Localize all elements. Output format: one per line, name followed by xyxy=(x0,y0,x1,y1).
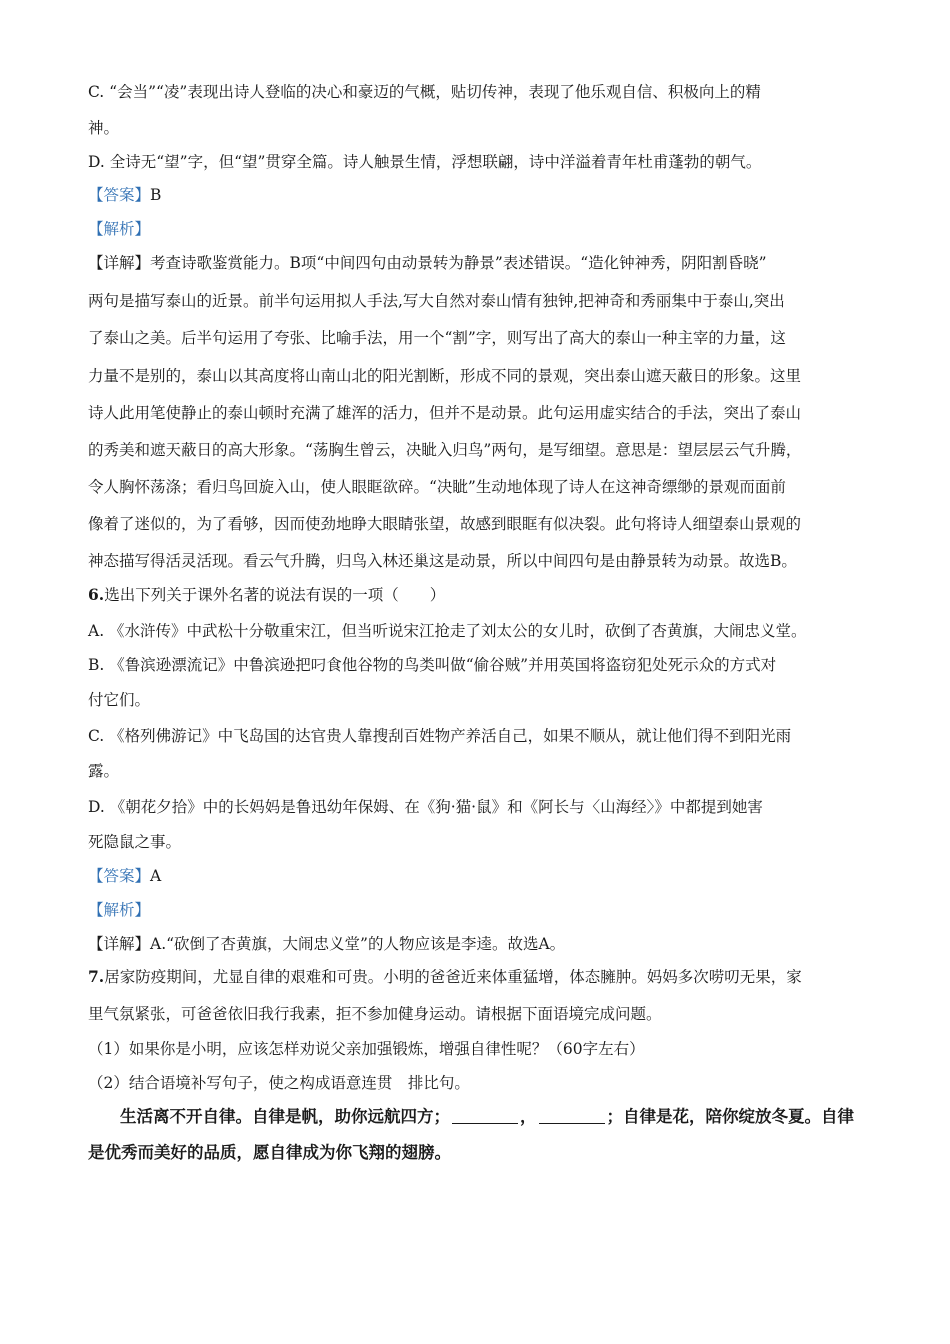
q5-detail-line: 诗人此用笔使静止的泰山顿时充满了雄浑的活力，但并不是动景。此句运用虚实结合的手法，突出了泰山 xyxy=(88,404,802,422)
q5-answer: B xyxy=(150,186,162,204)
fill-blank-2[interactable] xyxy=(539,1109,605,1124)
q5-option-d: D. 全诗无“望”字，但“望”贯穿全篇。诗人触景生情，浮想联翩，诗中洋溢着青年杜甫蓬勃的朝气。 xyxy=(88,153,762,171)
q5-detail-line: 令人胸怀荡涤；看归鸟回旋入山，使人眼眶欲碎。“决眦”生动地体现了诗人在这神奇缥缈的景观而面前 xyxy=(88,478,786,496)
detail-tag: 【详解】 xyxy=(88,254,151,272)
passage-semicolon: ； xyxy=(606,1107,623,1126)
q6-detail-text: A.“砍倒了杏黄旗，大闹忠义堂”的人物应该是李逵。故选A。 xyxy=(150,935,566,953)
q6-option-d-line2: 死隐鼠之事。 xyxy=(88,833,182,851)
q5-detail-line: 像着了迷似的，为了看够，因而使劲地睁大眼睛张望，故感到眼眶有似决裂。此句将诗人细望泰山景观的 xyxy=(88,515,802,533)
q5-detail-line: 神态描写得活灵活现。看云气升腾，归鸟入林还巢这是动景，所以中间四句是由静景转为动景。故选B。 xyxy=(88,552,797,570)
q5-analysis-tag: 【解析】 xyxy=(88,220,151,238)
q7-sub1: （1）如果你是小明，应该怎样劝说父亲加强锻炼，增强自律性呢？（60字左右） xyxy=(88,1040,645,1058)
q7-stem-line1 xyxy=(88,967,802,987)
q6-stem xyxy=(88,585,445,605)
q6-analysis-tag: 【解析】 xyxy=(88,901,151,919)
q7-sub2: （2）结合语境补写句子，使之构成语意连贯 排比句。 xyxy=(88,1074,470,1092)
q5-option-c-line1: C. “会当”“凌”表现出诗人登临的决心和豪迈的气概，贴切传神，表现了他乐观自信、积极向上的精 xyxy=(88,83,761,101)
passage-comma: ， xyxy=(520,1107,537,1126)
q5-answer-row xyxy=(88,185,161,205)
q5-detail-line xyxy=(88,253,767,273)
q5-detail-line: 两句是描写泰山的近景。前半句运用拟人手法,写大自然对泰山情有独钟,把神奇和秀丽集中于泰山,突出 xyxy=(88,292,785,310)
answer-tag: 【答案】 xyxy=(88,186,151,204)
q7-stem-text: 居家防疫期间，尤显自律的艰难和可贵。小明的爸爸近来体重猛增，体态臃肿。妈妈多次唠叨无果，家 xyxy=(104,968,802,986)
detail-tag: 【详解】 xyxy=(88,935,151,953)
q6-option-a: A. 《水浒传》中武松十分敬重宋江，但当听说宋江抢走了刘太公的女儿时，砍倒了杏黄旗，大闹忠义堂。 xyxy=(88,622,807,640)
q6-option-c-line2: 露。 xyxy=(88,762,120,780)
q5-detail-line: 了泰山之美。后半句运用了夸张、比喻手法，用一个“割”字，则写出了高大的泰山一种主宰的力量，这 xyxy=(88,329,786,347)
q6-option-b-line1: B. 《鲁滨逊漂流记》中鲁滨逊把叼食他谷物的鸟类叫做“偷谷贼”并用英国将盗窃犯处死示众的方式对 xyxy=(88,656,777,674)
q5-detail-text: 考查诗歌鉴赏能力。B项“中间四句由动景转为静景”表述错误。“造化钟神秀，阴阳割昏晓” xyxy=(150,254,767,272)
q7-number: 7. xyxy=(88,967,105,986)
fill-blank-1[interactable] xyxy=(452,1109,518,1124)
q7-passage-line1 xyxy=(120,1107,854,1127)
q6-answer-row xyxy=(88,866,161,886)
q6-detail xyxy=(88,934,565,954)
passage-text: 生活离不开自律。自律是帆，助你远航四方； xyxy=(120,1107,450,1126)
q6-option-d-line1: D. 《朝花夕拾》中的长妈妈是鲁迅幼年保姆、在《狗·猫·鼠》和《阿长与〈山海经〉》中都提到她害 xyxy=(88,798,763,816)
q6-option-b-line2: 付它们。 xyxy=(88,691,151,709)
q6-option-c-line1: C. 《格列佛游记》中飞岛国的达官贵人靠搜刮百姓物产养活自己，如果不顺从，就让他们得不到阳光雨 xyxy=(88,727,792,745)
q6-answer: A xyxy=(150,867,162,885)
passage-text: 自律是花，陪你绽放冬夏。自律 xyxy=(623,1107,854,1126)
q5-option-c-line2: 神。 xyxy=(88,119,120,137)
q5-detail-line: 的秀美和遮天蔽日的高大形象。“荡胸生曾云，决眦入归鸟”两句，是写细望。意思是：望层层云气升腾， xyxy=(88,441,802,459)
q6-number: 6. xyxy=(88,585,105,604)
q5-detail-line: 力量不是别的，泰山以其高度将山南山北的阳光割断，形成不同的景观，突出泰山遮天蔽日的形象。这里 xyxy=(88,367,802,385)
q7-stem-line2: 里气氛紧张，可爸爸依旧我行我素，拒不参加健身运动。请根据下面语境完成问题。 xyxy=(88,1005,662,1023)
q6-stem-text: 选出下列关于课外名著的说法有误的一项（ ） xyxy=(104,586,446,604)
q7-passage-line2: 是优秀而美好的品质，愿自律成为你飞翔的翅膀。 xyxy=(88,1143,451,1162)
answer-tag: 【答案】 xyxy=(88,867,151,885)
